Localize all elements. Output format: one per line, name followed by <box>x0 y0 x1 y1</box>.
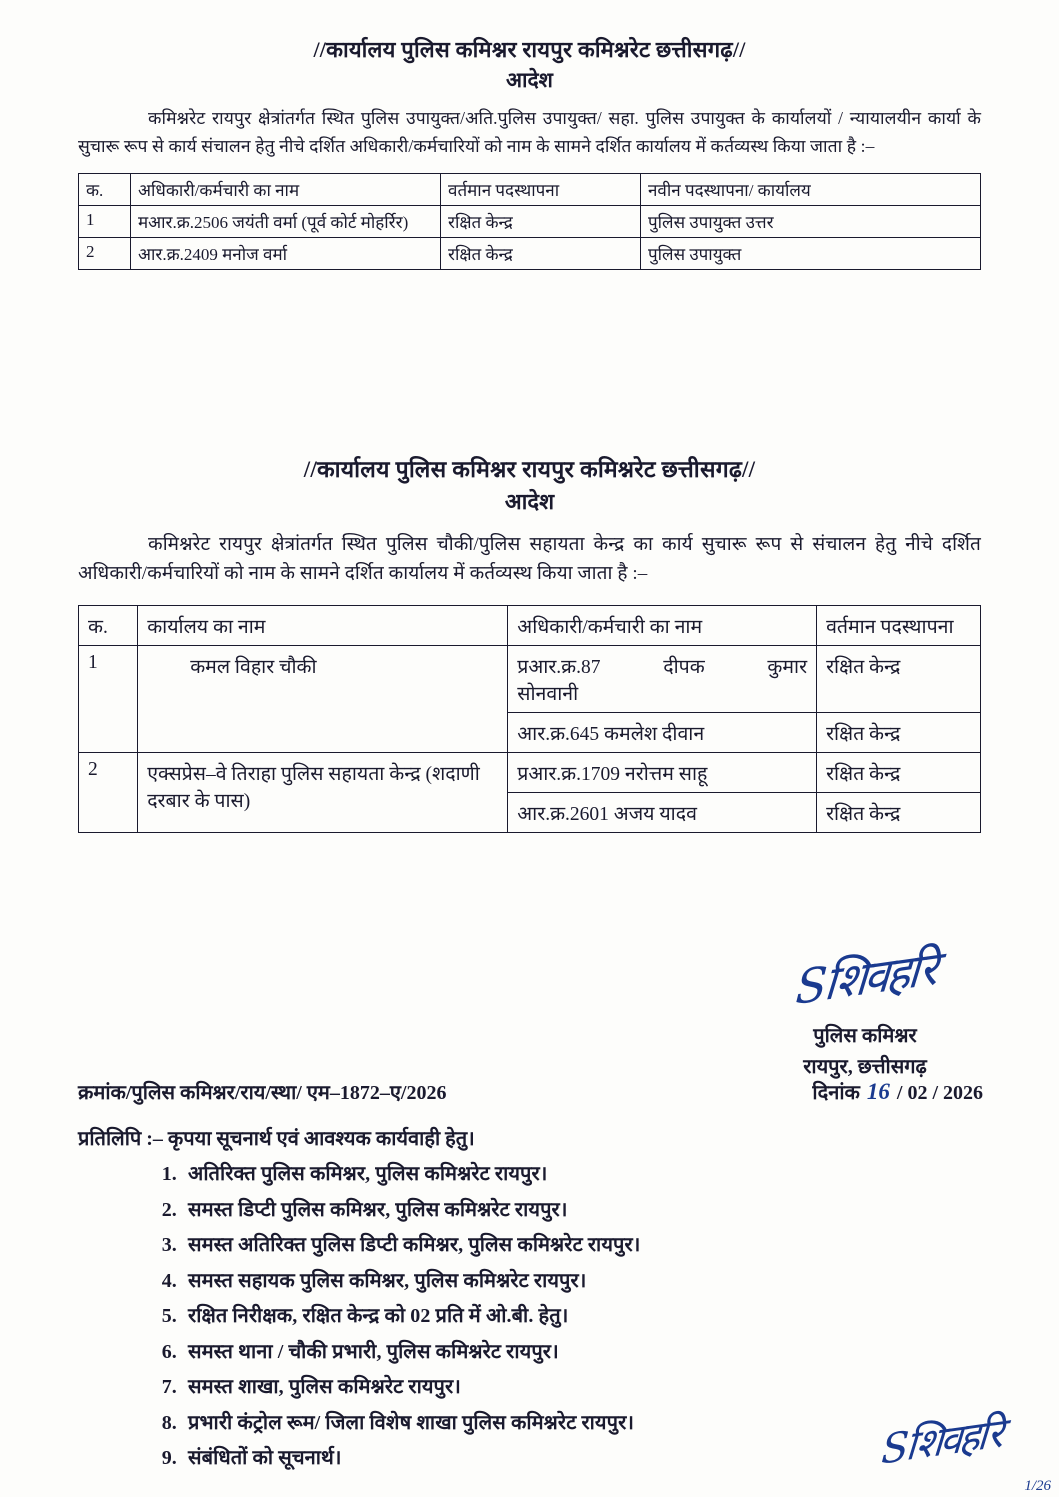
order-number: क्रमांक/पुलिस कमिश्नर/राय/स्था/ एम–1872–ए/2026 <box>78 1082 447 1104</box>
cell-current: रक्षित केन्द्र <box>817 645 981 712</box>
column-header-office: कार्यालय का नाम <box>138 605 508 645</box>
top-order-block <box>0 0 1059 352</box>
list-item: 7. समस्त शाखा, पुलिस कमिश्नरेट रायपुर। <box>182 1372 998 1399</box>
top-order-heading: //कार्यालय पुलिस कमिश्नर रायपुर कमिश्नरेट छत्तीसगढ़// <box>313 37 746 62</box>
cell-serial: 1 <box>79 645 138 752</box>
main-order-block <box>0 452 1059 833</box>
footer-meta-row <box>78 1078 983 1105</box>
cell-new: पुलिस उपायुक्त <box>641 237 981 269</box>
list-item: 3. समस्त अतिरिक्त पुलिस डिप्टी कमिश्नर, पुलिस कमिश्नरेट रायपुर। <box>182 1230 998 1257</box>
date-sep1: / <box>896 1082 903 1104</box>
main-order-subheading: आदेश <box>504 489 555 514</box>
cell-office: एक्सप्रेस–वे तिराहा पुलिस सहायता केन्द्र (शदाणी दरबार के पास) <box>138 752 508 832</box>
top-order-body: कमिश्नरेट रायपुर क्षेत्रांतर्गत स्थित पुलिस उपायुक्त/अति.पुलिस उपायुक्त/ सहा. पुलिस उपायुक्त के कार्यालयों / न्यायालयीन कार्या के सुचारू रूप से कार्य संचालन हेतु नीचे दर्शित अधिकारी/कर्मचारियों को नाम के सामने दर्शित कार्यालय में कर्तव्यस्थ किया जाता है :– <box>78 108 981 157</box>
cell-current: रक्षित केन्द्र <box>817 752 981 792</box>
date-year: 2026 <box>943 1082 983 1104</box>
list-item: 1. अतिरिक्त पुलिस कमिश्नर, पुलिस कमिश्नरेट रायपुर। <box>182 1159 998 1186</box>
cell-name: आर.क्र.645 कमलेश दीवान <box>508 712 817 752</box>
date-day: 16 <box>866 1079 890 1104</box>
cell-name-line2: सोनवानी <box>517 683 579 705</box>
cell-office: कमल विहार चौकी <box>138 645 508 752</box>
signature-block-bottom <box>880 1410 1059 1480</box>
date-label: दिनांक <box>812 1082 860 1104</box>
list-item: 8. प्रभारी कंट्रोल रूम/ जिला विशेष शाखा पुलिस कमिश्नरेट रायपुर। <box>182 1408 998 1435</box>
table-row-cut-off <box>79 237 981 269</box>
cell-new: पुलिस उपायुक्त उत्तर <box>641 205 981 237</box>
list-item: 2. समस्त डिप्टी पुलिस कमिश्नर, पुलिस कमिश्नरेट रायपुर। <box>182 1195 998 1222</box>
column-header-current: वर्तमान पदस्थापना <box>817 605 981 645</box>
signature-designation-line2: रायपुर, छत्तीसगढ़ <box>803 1056 927 1078</box>
column-header-name: अधिकारी/कर्मचारी का नाम <box>508 605 817 645</box>
table-row <box>79 645 981 712</box>
table-header-row <box>79 605 981 645</box>
signature-scribble: Sशिवहरि <box>794 940 938 1016</box>
cell-name: आर.क्र.2601 अजय यादव <box>508 792 817 832</box>
column-header-new: नवीन पदस्थापना/ कार्यालय <box>641 173 981 205</box>
top-order-table <box>78 173 981 270</box>
cell-current: रक्षित केन्द्र <box>817 792 981 832</box>
cell-name: आर.क्र.2409 मनोज वर्मा <box>131 237 441 269</box>
list-item: 9. संबंधितों को सूचनार्थ। <box>182 1443 998 1470</box>
cell-serial: 2 <box>79 752 138 832</box>
cell-name <box>508 645 817 712</box>
signature-block <box>700 940 1030 1079</box>
cell-current: रक्षित केन्द्र <box>441 205 641 237</box>
top-order-subheading: आदेश <box>506 68 553 92</box>
cell-name-part2: दीपक <box>663 656 705 678</box>
list-item: 4. समस्त सहायक पुलिस कमिश्नर, पुलिस कमिश्नरेट रायपुर। <box>182 1266 998 1293</box>
order-date <box>812 1078 983 1105</box>
cell-current: रक्षित केन्द्र <box>441 237 641 269</box>
main-order-table <box>78 605 981 833</box>
distribution-lead: प्रतिलिपि :– कृपया सूचनार्थ एवं आवश्यक कार्यवाही हेतु। <box>78 1128 475 1150</box>
table-row <box>79 205 981 237</box>
cell-name: प्रआर.क्र.1709 नरोत्तम साहू <box>508 752 817 792</box>
page-fold-fade <box>0 330 1059 370</box>
cell-name: मआर.क्र.2506 जयंती वर्मा (पूर्व कोर्ट मोहर्रिर) <box>131 205 441 237</box>
date-sep2: / <box>932 1082 938 1104</box>
main-order-heading: //कार्यालय पुलिस कमिश्नर रायपुर कमिश्नरेट छत्तीसगढ़// <box>303 457 756 482</box>
column-header-current: वर्तमान पदस्थापना <box>441 173 641 205</box>
signature-scribble-bottom: Sशिवहरि <box>880 1410 1003 1474</box>
signature-designation-line1: पुलिस कमिश्नर <box>813 1025 917 1047</box>
cell-current: रक्षित केन्द्र <box>817 712 981 752</box>
distribution-list <box>78 1159 998 1470</box>
cell-serial: 1 <box>79 205 131 237</box>
list-item: 5. रक्षित निरीक्षक, रक्षित केन्द्र को 02 प्रति में ओ.बी. हेतु। <box>182 1301 998 1328</box>
cell-serial: 2 <box>79 237 131 269</box>
date-month: 02 <box>907 1082 928 1104</box>
cell-name-part3: कुमार <box>767 656 808 678</box>
table-row <box>79 752 981 792</box>
distribution-block <box>78 1124 998 1479</box>
column-header-serial: क. <box>79 173 131 205</box>
table-header-row <box>79 173 981 205</box>
list-item: 6. समस्त थाना / चौकी प्रभारी, पुलिस कमिश्नरेट रायपुर। <box>182 1337 998 1364</box>
column-header-serial: क. <box>79 605 138 645</box>
main-order-body: कमिश्नरेट रायपुर क्षेत्रांतर्गत स्थित पुलिस चौकी/पुलिस सहायता केन्द्र का कार्य सुचारू रूप से संचालन हेतु नीचे दर्शित अधिकारी/कर्मचारियों को नाम के सामने दर्शित कार्यालय में कर्तव्यस्थ किया जाता है :– <box>78 534 981 585</box>
cell-name-part1: प्रआर.क्र.87 <box>517 656 601 678</box>
column-header-name: अधिकारी/कर्मचारी का नाम <box>131 173 441 205</box>
page-number: 1/26 <box>1024 1478 1051 1494</box>
